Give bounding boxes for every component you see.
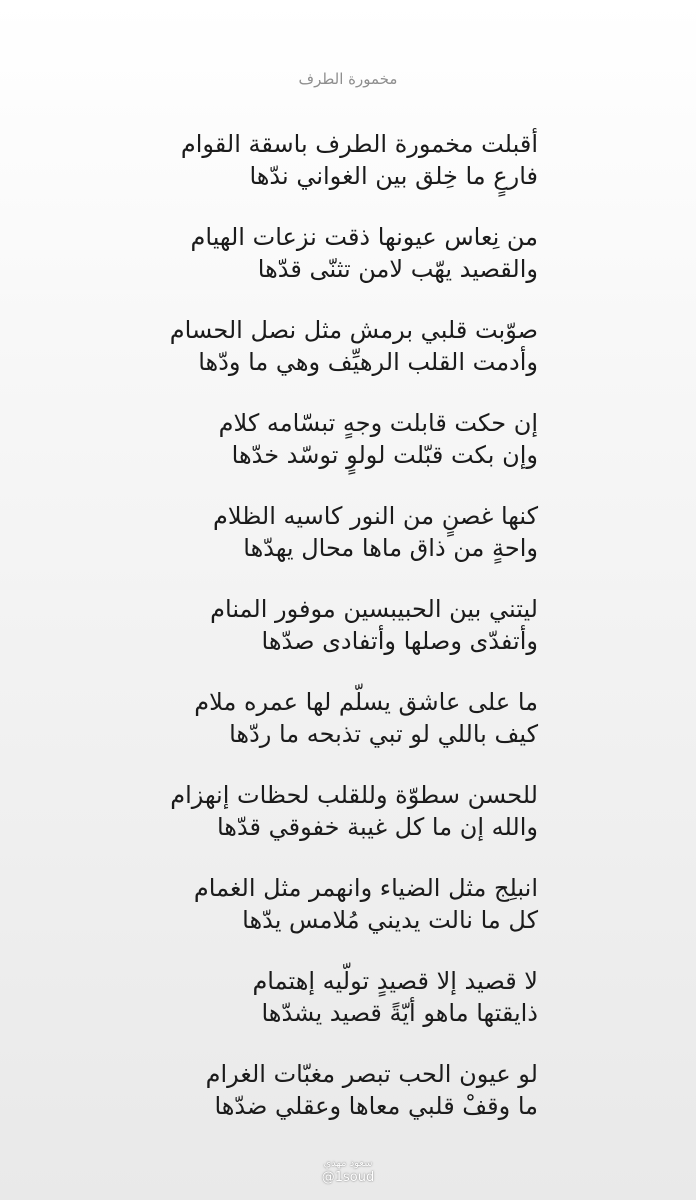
verse-line: ما على عاشق يسلّم لها عمره ملام — [194, 688, 538, 716]
poem-body — [98, 128, 538, 1151]
verse-line: لو عيون الحب تبصر مغبّات الغرام — [205, 1060, 538, 1088]
verse-line: وأدمت القلب الرهيِّف وهي ما ودّها — [198, 348, 538, 376]
stanza-10 — [98, 965, 538, 1058]
verse-line: أقبلت مخمورة الطرف باسقة القوام — [180, 130, 538, 158]
verse-line: وأتفدّى وصلها وأتفادى صدّها — [261, 627, 538, 655]
verse-line: واحةٍ من ذاق ماها محال يهدّها — [243, 534, 538, 562]
stanza-2 — [98, 221, 538, 314]
verse-line: ذايقتها ماهو أيّةً قصيد يشدّها — [261, 999, 538, 1027]
verse-line: ما وقفْ قلبي معاها وعقلي ضدّها — [214, 1092, 538, 1120]
stanza-1 — [98, 128, 538, 221]
verse-line: إن حكت قابلت وجهٍ تبسّامه كلام — [218, 409, 538, 437]
verse-line: صوّبت قلبي برمش مثل نصل الحسام — [169, 316, 538, 344]
author-handle: @1soud — [321, 1170, 375, 1185]
verse-line: فارعٍ ما خِلق بين الغواني ندّها — [249, 162, 538, 190]
verse-line: انبلِج مثل الضياء وانهمر مثل الغمام — [193, 874, 538, 902]
verse-line: كل ما نالت يديني مُلامس يدّها — [242, 906, 538, 934]
verse-line: ليتني بين الحبيبسين موفور المنام — [210, 595, 538, 623]
stanza-11 — [98, 1058, 538, 1151]
poem-title: مخمورة الطرف — [298, 70, 398, 88]
stanza-6 — [98, 593, 538, 686]
verse-line: وإن بكت قبّلت لولوٍ توسّد خدّها — [231, 441, 538, 469]
verse-line: كنها غصنٍ من النور كاسيه الظلام — [213, 502, 538, 530]
verse-line: من نِعاس عيونها ذقت نزعات الهيام — [190, 223, 538, 251]
author-name: سعود مهدي — [323, 1158, 373, 1169]
stanza-8 — [98, 779, 538, 872]
verse-line: للحسن سطوّة وللقلب لحظات إنهزام — [170, 781, 538, 809]
stanza-3 — [98, 314, 538, 407]
verse-line: كيف باللي لو تبي تذبحه ما ردّها — [229, 720, 538, 748]
author-signature — [0, 1158, 696, 1186]
stanza-9 — [98, 872, 538, 965]
verse-line: لا قصيد إلا قصيدٍ تولّيه إهتمام — [252, 967, 538, 995]
stanza-5 — [98, 500, 538, 593]
stanza-4 — [98, 407, 538, 500]
verse-line: والقصيد يهّب لامن تثنّى قدّها — [257, 255, 538, 283]
verse-line: والله إن ما كل غيبة خفوقي قدّها — [216, 813, 538, 841]
stanza-7 — [98, 686, 538, 779]
